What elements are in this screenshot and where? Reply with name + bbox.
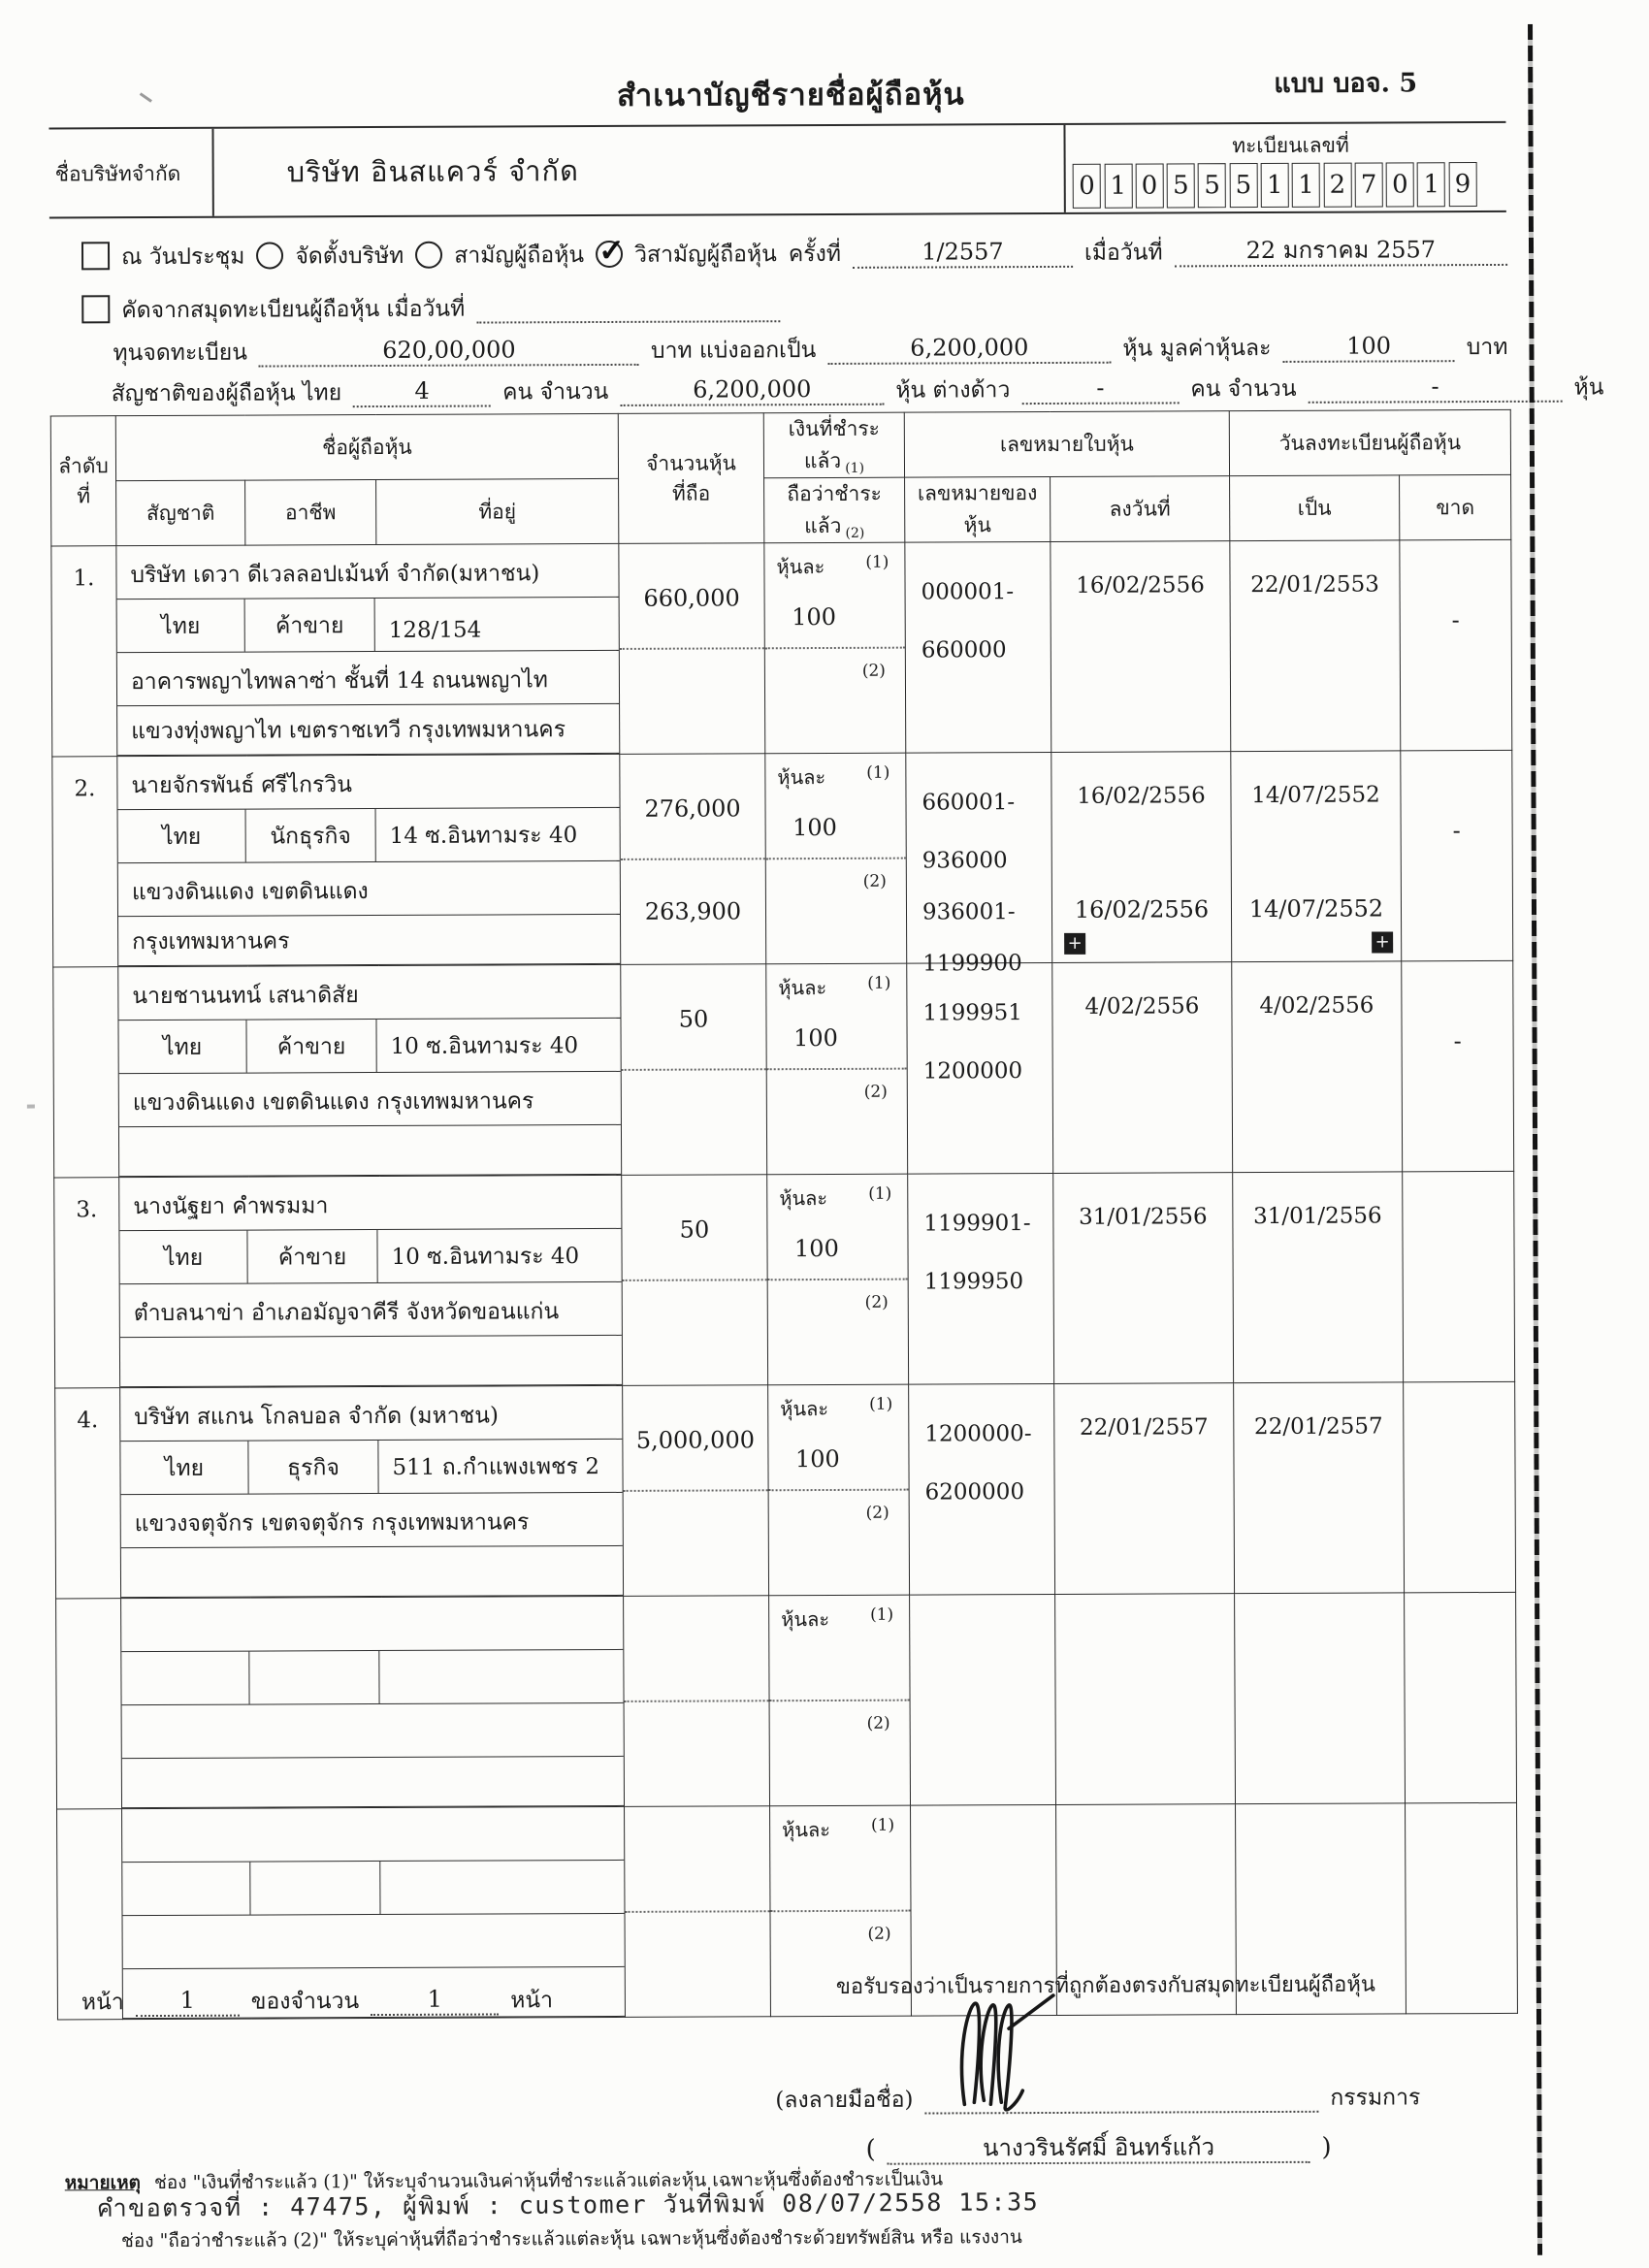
extraordinary-meeting-label: วิสามัญผู้ถือหุ้น: [634, 242, 777, 269]
sign-label: (ลงลายมือชื่อ): [775, 2087, 914, 2114]
address-no-value: 14 ซ.อินทามระ 40: [389, 823, 578, 849]
address-line: แขวงทุ่งพญาไท เขตราชเทวี กรุงเทพมหานคร: [117, 704, 619, 756]
registration-digit: 9: [1448, 162, 1476, 207]
nationality-value: ไทย: [118, 810, 246, 863]
header-address: ที่อยู่: [376, 478, 619, 544]
address-no-value: 128/154: [388, 617, 482, 643]
nationality-value: ไทย: [118, 1021, 246, 1074]
page-total: 1: [371, 1982, 499, 2016]
footnote-1: หมายเหตุ ช่อง "เงินที่ชำระแล้ว (1)" ให้ระบุจำนวนเงินค่าหุ้นที่ชำระแล้วแต่ละหุ้น เฉพาะหุ้นซึ่งต้องชำระเป็นเงิน: [64, 2168, 944, 2194]
shares-held: 5,000,000: [635, 1426, 756, 1454]
address-line: [121, 1546, 623, 1598]
address-line: แขวงดินแดง เขตดินแดง กรุงเทพมหานคร: [119, 1072, 621, 1127]
row-seq: 4.: [77, 1408, 99, 1434]
registration-digit: 2: [1323, 163, 1351, 208]
row-seq: 1.: [73, 566, 95, 592]
scan-artifact-streak: [1528, 24, 1542, 2255]
address-line: แขวงดินแดง เขตดินแดง: [118, 861, 620, 917]
reg-out-value: -: [1453, 1027, 1462, 1055]
address-line: กรุงเทพมหานคร: [118, 915, 620, 966]
certification-statement: ขอรับรองว่าเป็นรายการที่ถูกต้องตรงกับสมุดทะเบียนผู้ถือหุ้น: [835, 1972, 1375, 1999]
table-row-empty: หุ้นละ (1) (2): [57, 1802, 1518, 2020]
registration-digit: 0: [1073, 164, 1101, 209]
header-seq: ลำดับ ที่: [50, 416, 116, 546]
per-share-label: หุ้นละ: [779, 1185, 828, 1211]
registered-capital-label: ทุนจดทะเบียน: [113, 340, 248, 367]
header-share-numbers: เลขหมายของหุ้น: [905, 476, 1051, 542]
form-code: แบบ บอจ. 5: [1274, 68, 1418, 99]
share-number-range: 1199951 1200000: [922, 1000, 1023, 1085]
capital-line: [113, 329, 1507, 368]
header-reg-in: เป็น: [1230, 475, 1400, 541]
table-row: 1. บริษัท เดวา ดีเวลลอปเม้นท์ จำกัด(มหาชน) ไทย ค้าขาย 128/154 อาคารพญาไทพลาซ่า ชั้นที่ 14 ถนนพญาไท แขวงทุ่งพญาไท เขตราชเทวี กรุงเทพมหานคร 660,000 หุ้นละ (1) 100 (2) 000001- 660000 16/02/2556 22/01/2553 -: [51, 539, 1512, 757]
occupation-value: ธุรกิจ: [248, 1441, 378, 1494]
table-row-empty: หุ้นละ (1) (2): [56, 1592, 1517, 1809]
par-value-label: หุ้น มูลค่าหุ้นละ: [1122, 336, 1272, 362]
table-row: 2. นายจักรพันธ์ ศรีไกรวิน ไทย นักธุรกิจ 14 ซ.อินทามระ 40 แขวงดินแดง เขตดินแดง กรุงเทพมหานคร 276,000 263,900 หุ้นละ (1) 100 (2) 660001- 936000 936001- 1199900 16/02/2556 16/02/2556 + 14/07/2552 14/07/2552 + -: [52, 750, 1513, 967]
table-row: นายชานนทน์ เสนาดิสัย ไทย ค้าขาย 10 ซ.อินทามระ 40 แขวงดินแดง เขตดินแดง กรุงเทพมหานคร 50 หุ้นละ (1) 100 (2) 1199951 1200000 4/02/2556 4/02/2556 -: [53, 960, 1514, 1178]
shares-held: 50: [678, 1005, 709, 1033]
per-share-label: หุ้นละ: [782, 1817, 831, 1842]
company-header-box: [48, 121, 1505, 219]
shareholder-name: นายชานนทน์ เสนาดิสัย: [118, 965, 620, 1021]
paid-per-share: 100: [792, 813, 837, 842]
persons-amount-label: คน จำนวน: [502, 379, 609, 405]
foreign-label: หุ้น ต่างด้าว: [895, 377, 1011, 404]
per-share-label: หุ้นละ: [776, 554, 825, 579]
header-shares-held: จำนวนหุ้น ที่ถือ: [618, 413, 764, 544]
shareholder-name: นายจักรพันธ์ ศรีไกรวิน: [117, 755, 619, 810]
cert-date: 22/01/2557: [1079, 1414, 1209, 1441]
meeting-date-label: เมื่อวันที่: [1083, 240, 1163, 267]
row-seq: 2.: [74, 776, 96, 802]
director-label: กรรมการ: [1330, 2085, 1421, 2111]
per-share-label: หุ้นละ: [777, 764, 826, 790]
cert-date: 16/02/2556: [1076, 572, 1205, 599]
table-row: 3. นางนัฐยา คำพรมมา ไทย ค้าขาย 10 ซ.อินทามระ 40 ตำบลนาข่า อำเภอมัญจาคีรี จังหวัดขอนแก่น 50 หุ้นละ (1) 100 (2) 1199901- 1199950 31/01/2556 31/01/2556: [54, 1171, 1515, 1388]
header-nationality: สัญชาติ: [116, 480, 245, 546]
header-occupation: อาชีพ: [245, 480, 376, 546]
company-name: บริษัท อินสแควร์ จำกัด: [286, 154, 579, 189]
share-number-range-2: 936001- 1199900: [922, 899, 1022, 977]
share-number-range: 000001- 660000: [921, 579, 1015, 664]
plus-stamp-icon: +: [1372, 931, 1393, 953]
address-no-value: 10 ซ.อินทามระ 40: [390, 1033, 579, 1059]
row-seq: 3.: [76, 1197, 98, 1223]
meeting-date-value: 22 มกราคม 2557: [1175, 233, 1508, 267]
foreign-count: -: [1021, 371, 1179, 405]
reg-in-date: 14/07/2552: [1251, 782, 1380, 809]
divider: [211, 129, 213, 216]
meeting-no-label: ครั้งที่: [788, 242, 842, 268]
radio-ordinary-meeting: [415, 242, 442, 269]
shareholder-table: [50, 409, 1518, 2021]
registration-digit: 5: [1167, 163, 1195, 208]
registered-capital-value: 620,00,000: [259, 333, 639, 368]
ordinary-meeting-label: สามัญผู้ถือหุ้น: [454, 243, 585, 269]
meeting-at-label: ณ วันประชุม: [120, 243, 245, 271]
signature-line: [775, 2079, 1420, 2115]
registration-digit: 1: [1417, 162, 1445, 207]
paid-per-share: 100: [793, 1234, 839, 1263]
registration-digit: 1: [1261, 163, 1289, 208]
header-reg-out: ขาด: [1400, 474, 1511, 540]
cert-date: 31/01/2556: [1079, 1204, 1208, 1230]
shareholder-name: บริษัท เดวา ดีเวลลอปเม้นท์ จำกัด(มหาชน): [116, 544, 618, 599]
address-line: ตำบลนาข่า อำเภอมัญจาคีรี จังหวัดขอนแก่น: [120, 1282, 622, 1338]
header-paid-amount: เงินที่ชำระแล้ว $_{(1)}$: [763, 412, 904, 478]
signatory-name-line: ( นางวรินรัศมิ์ อินทร์แก้ว ): [865, 2130, 1331, 2165]
form-title: สำเนาบัญชีรายชื่อผู้ถือหุ้น: [616, 77, 965, 113]
per-share-label: หุ้นละ: [781, 1606, 830, 1632]
checkbox-at-meeting: [81, 242, 110, 270]
nationality-value: ไทย: [120, 1442, 248, 1495]
reg-out-value: -: [1452, 817, 1461, 845]
registration-number-label: ทะเบียนเลขที่: [1232, 133, 1349, 158]
reg-in-date: 22/01/2553: [1250, 571, 1379, 599]
scan-artifact: [27, 1105, 35, 1109]
shares-held: 276,000: [644, 794, 741, 823]
incorporation-label: จัดตั้งบริษัท: [295, 243, 404, 270]
header-shareholder-name: ชื่อผู้ถือหุ้น: [115, 413, 618, 480]
table-row: 4. บริษัท สแกน โกลบอล จำกัด (มหาชน) ไทย ธุรกิจ 511 ถ.กำแพงเพชร 2 แขวงจตุจักร เขตจตุจักร กรุงเทพมหานคร 5,000,000 หุ้นละ (1) 100 (2) 1200000- 6200000 22/01/2557 22/01/2557: [55, 1381, 1516, 1599]
shares-held: 660,000: [643, 584, 740, 612]
shareholder-name: นางนัฐยา คำพรมมา: [119, 1176, 621, 1231]
address-no-value: 511 ถ.กำแพงเพชร 2: [392, 1454, 599, 1480]
reg-in-date: 22/01/2557: [1253, 1413, 1383, 1441]
print-request-stamp: คำขอตรวจที่ : 47475, ผู้พิมพ์ : customer วันที่พิมพ์ 08/07/2558 15:35: [96, 2187, 1040, 2222]
plus-stamp-icon: +: [1064, 933, 1085, 955]
shares-held-2: 263,900: [644, 897, 742, 925]
registration-digit: 0: [1135, 163, 1163, 208]
paid-per-share: 100: [794, 1444, 840, 1474]
registration-digit: 5: [1198, 163, 1226, 208]
divided-into-label: บาท แบ่งออกเป็น: [650, 338, 817, 365]
radio-incorporation: [256, 242, 283, 269]
registration-digit: 5: [1229, 163, 1257, 208]
per-share-label: หุ้นละ: [780, 1396, 829, 1421]
header-cert-date: ลงวันที่: [1051, 476, 1230, 542]
company-name-label: ชื่อบริษัทจำกัด: [54, 161, 181, 186]
shares-held: 50: [679, 1215, 710, 1244]
registration-number: [1075, 162, 1477, 209]
footnote-2: ช่อง "ถือว่าชำระแล้ว (2)" ให้ระบุค่าหุ้นที่ถือว่าชำระแล้วแต่ละหุ้น เฉพาะหุ้นซึ่งต้องชำระด้วยทรัพย์สิน หรือ แรงงาน: [120, 2226, 1022, 2252]
header-deemed-paid: ถือว่าชำระแล้ว $_{(2)}$: [764, 477, 905, 543]
share-number-range: 1199901- 1199950: [923, 1211, 1031, 1295]
thai-count: 4: [353, 373, 491, 407]
paid-per-share: 100: [792, 1023, 838, 1053]
occupation-value: ค้าขาย: [247, 1230, 377, 1283]
copy-date-value: [476, 289, 780, 323]
divider: [1063, 125, 1065, 212]
note-heading: หมายเหตุ: [64, 2172, 141, 2194]
address-line: [119, 1125, 621, 1177]
share-number-range: 1200000- 6200000: [924, 1421, 1032, 1506]
foreign-shares: -: [1308, 370, 1562, 404]
shareholder-name: บริษัท สแกน โกลบอล จำกัด (มหาชน): [120, 1386, 622, 1442]
copy-from-register-label: คัดจากสมุดทะเบียนผู้ถือหุ้น เมื่อวันที่: [121, 296, 466, 324]
baht-label: บาท: [1466, 335, 1508, 361]
address-line: [120, 1336, 622, 1387]
occupation-value: ค้าขาย: [245, 599, 375, 652]
registration-digit: 1: [1292, 163, 1320, 208]
registration-digit: 1: [1104, 164, 1132, 209]
par-value: 100: [1282, 329, 1454, 363]
registration-digit: 7: [1355, 162, 1383, 207]
cert-date: 4/02/2556: [1084, 993, 1200, 1020]
reg-in-date: 31/01/2556: [1253, 1203, 1382, 1230]
page-count-line: หน้า 1 ของจำนวน 1 หน้า: [81, 1982, 566, 2017]
meeting-line: [81, 233, 1507, 272]
share-number-range: 660001- 936000: [922, 790, 1016, 874]
paid-per-share: 100: [792, 602, 837, 632]
total-shares-value: 6,200,000: [827, 331, 1111, 365]
thai-shares: 6,200,000: [620, 373, 884, 406]
persons-amount-label2: คน จำนวน: [1190, 376, 1297, 403]
shares-unit-label: หุ้น: [1573, 374, 1604, 401]
registration-digit: 0: [1386, 162, 1414, 207]
header-share-certificate: เลขหมายใบหุ้น: [904, 411, 1229, 477]
per-share-label: หุ้นละ: [778, 975, 827, 1000]
occupation-value: ค้าขาย: [246, 1020, 376, 1073]
page-number: 1: [136, 1984, 240, 2017]
address-line: อาคารพญาไทพลาซ่า ชั้นที่ 14 ถนนพญาไท: [117, 651, 619, 706]
reg-in-date: 4/02/2556: [1259, 992, 1374, 1020]
shareholder-nationality-label: สัญชาติของผู้ถือหุ้น ไทย: [111, 380, 342, 407]
signatory-name: นางวรินรัศมิ์ อินทร์แก้ว: [888, 2130, 1310, 2165]
address-line: แขวงจตุจักร เขตจตุจักร กรุงเทพมหานคร: [121, 1493, 623, 1548]
meeting-no-value: 1/2557: [853, 235, 1073, 269]
nationality-value: ไทย: [119, 1231, 247, 1284]
occupation-value: นักธุรกิจ: [246, 809, 376, 862]
radio-extraordinary-meeting-checked: [596, 241, 623, 268]
copy-from-register-line: [81, 289, 780, 325]
cert-date: 16/02/2556: [1077, 783, 1206, 809]
address-no-value: 10 ซ.อินทามระ 40: [391, 1244, 580, 1270]
signature-dots: [924, 2080, 1318, 2115]
reg-out-value: -: [1451, 606, 1460, 634]
nationality-line: [111, 370, 1604, 408]
checkbox-copy-from-register: [81, 295, 110, 323]
nationality-value: ไทย: [117, 599, 245, 653]
header-registration-date: วันลงทะเบียนผู้ถือหุ้น: [1229, 409, 1510, 475]
